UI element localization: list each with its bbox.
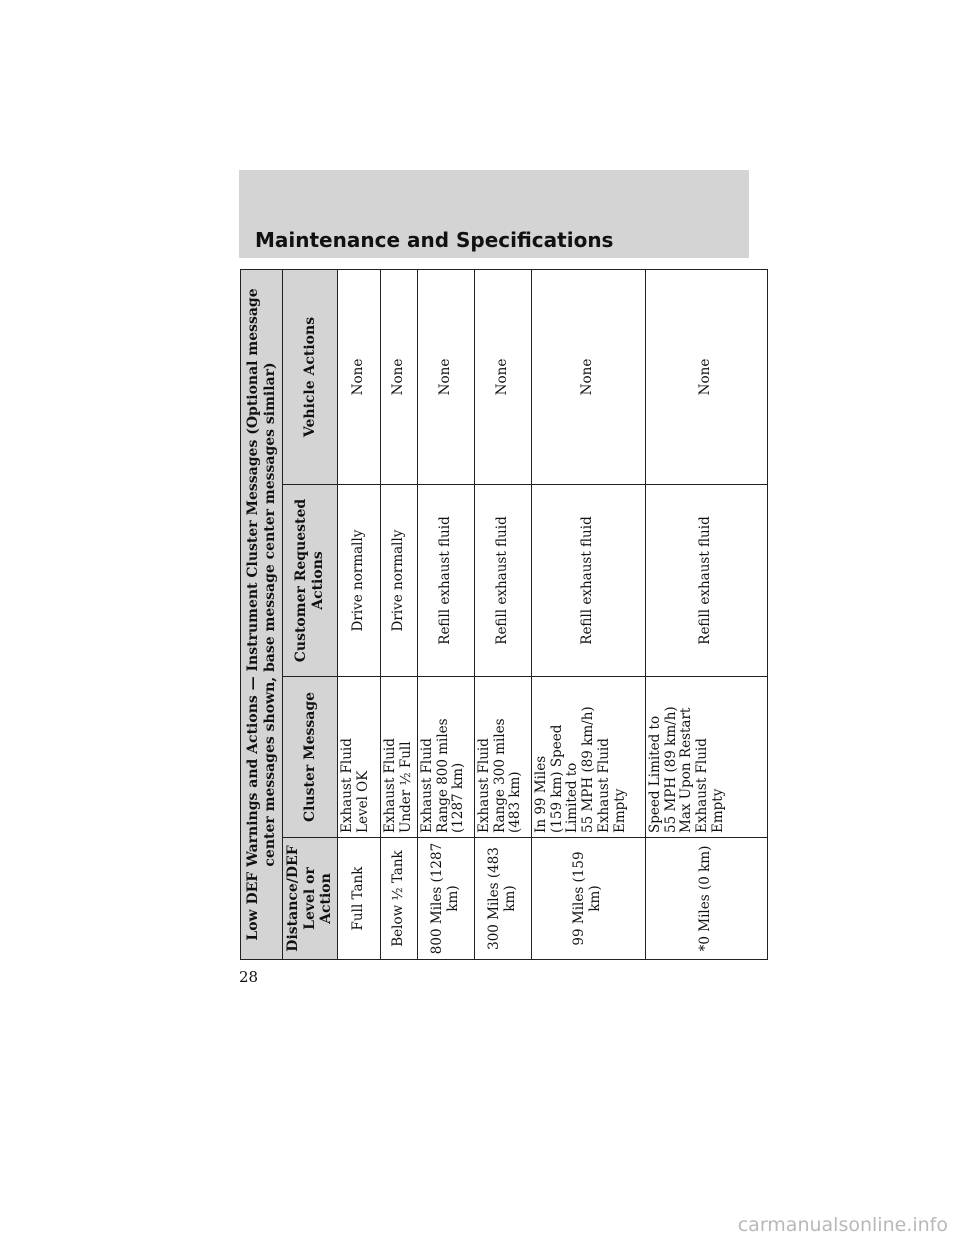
cell-customer-action: Refill exhaust fluid bbox=[474, 485, 531, 677]
cell-distance: *0 Miles (0 km) bbox=[645, 838, 767, 960]
cluster-line: Range 300 miles bbox=[491, 718, 508, 833]
cluster-line: Limited to bbox=[564, 762, 581, 833]
table-row bbox=[531, 269, 645, 959]
cell-customer-action: Drive normally bbox=[337, 485, 380, 677]
cell-cluster-message bbox=[474, 677, 531, 838]
table-row bbox=[380, 269, 417, 959]
cluster-line: In 99 Miles bbox=[532, 755, 549, 833]
cell-vehicle-action: None bbox=[531, 269, 645, 484]
cell-customer-action: Refill exhaust fluid bbox=[645, 485, 767, 677]
table-row bbox=[417, 269, 474, 959]
section-title: Maintenance and Specifications bbox=[255, 228, 614, 252]
cluster-line: Under ½ Full bbox=[397, 741, 414, 833]
cluster-line: Exhaust Fluid bbox=[694, 738, 711, 833]
cluster-line: Exhaust Fluid bbox=[475, 738, 492, 833]
cluster-line: Max Upon Restart bbox=[678, 707, 695, 833]
cluster-line: Level OK bbox=[354, 770, 371, 833]
cluster-line: Exhaust Fluid bbox=[381, 738, 398, 833]
table-row bbox=[337, 269, 380, 959]
cell-cluster-message bbox=[645, 677, 767, 838]
cell-distance: 800 Miles (1287 km) bbox=[417, 838, 474, 960]
cluster-line: Exhaust Fluid bbox=[338, 738, 355, 833]
cluster-line: Exhaust Fluid bbox=[596, 738, 613, 833]
cell-distance: Below ½ Tank bbox=[380, 838, 417, 960]
def-warnings-table bbox=[240, 269, 768, 960]
cell-customer-action: Drive normally bbox=[380, 485, 417, 677]
cell-distance: 300 Miles (483 km) bbox=[474, 838, 531, 960]
cell-customer-action: Refill exhaust fluid bbox=[531, 485, 645, 677]
def-table-container bbox=[240, 270, 750, 960]
cell-vehicle-action: None bbox=[380, 269, 417, 484]
cluster-line: Range 800 miles bbox=[434, 718, 451, 833]
def-table-rotated bbox=[240, 270, 750, 960]
cell-cluster-message bbox=[531, 677, 645, 838]
cell-distance: Full Tank bbox=[337, 838, 380, 960]
header-distance: Distance/DEF Level or Action bbox=[283, 838, 338, 960]
header-vehicle-actions: Vehicle Actions bbox=[283, 269, 338, 484]
cluster-line: Empty bbox=[612, 788, 629, 833]
header-customer-actions: Customer Requested Actions bbox=[283, 485, 338, 677]
cell-cluster-message bbox=[380, 677, 417, 838]
cluster-line: (483 km) bbox=[507, 771, 524, 833]
cell-vehicle-action: None bbox=[337, 269, 380, 484]
cell-cluster-message bbox=[337, 677, 380, 838]
cell-vehicle-action: None bbox=[417, 269, 474, 484]
page-number: 28 bbox=[239, 968, 259, 986]
cell-cluster-message bbox=[417, 677, 474, 838]
table-row bbox=[474, 269, 531, 959]
cluster-line: Exhaust Fluid bbox=[418, 738, 435, 833]
cluster-line: (1287 km) bbox=[450, 762, 467, 833]
cluster-line: Speed Limited to bbox=[646, 715, 663, 833]
cell-vehicle-action: None bbox=[474, 269, 531, 484]
table-row bbox=[645, 269, 767, 959]
cluster-line: (159 km) Speed bbox=[548, 724, 565, 833]
cluster-line: 55 MPH (89 km/h) bbox=[662, 706, 679, 833]
table-title: Low DEF Warnings and Actions — Instrument Cluster Messages (Optional message center messages shown, base message center messages similar) bbox=[241, 269, 283, 959]
cluster-line: 55 MPH (89 km/h) bbox=[580, 706, 597, 833]
header-cluster-message: Cluster Message bbox=[283, 677, 338, 838]
cell-customer-action: Refill exhaust fluid bbox=[417, 485, 474, 677]
cell-distance: 99 Miles (159 km) bbox=[531, 838, 645, 960]
cell-vehicle-action: None bbox=[645, 269, 767, 484]
watermark: carmanualsonline.info bbox=[737, 1214, 948, 1236]
cluster-line: Empty bbox=[710, 788, 727, 833]
